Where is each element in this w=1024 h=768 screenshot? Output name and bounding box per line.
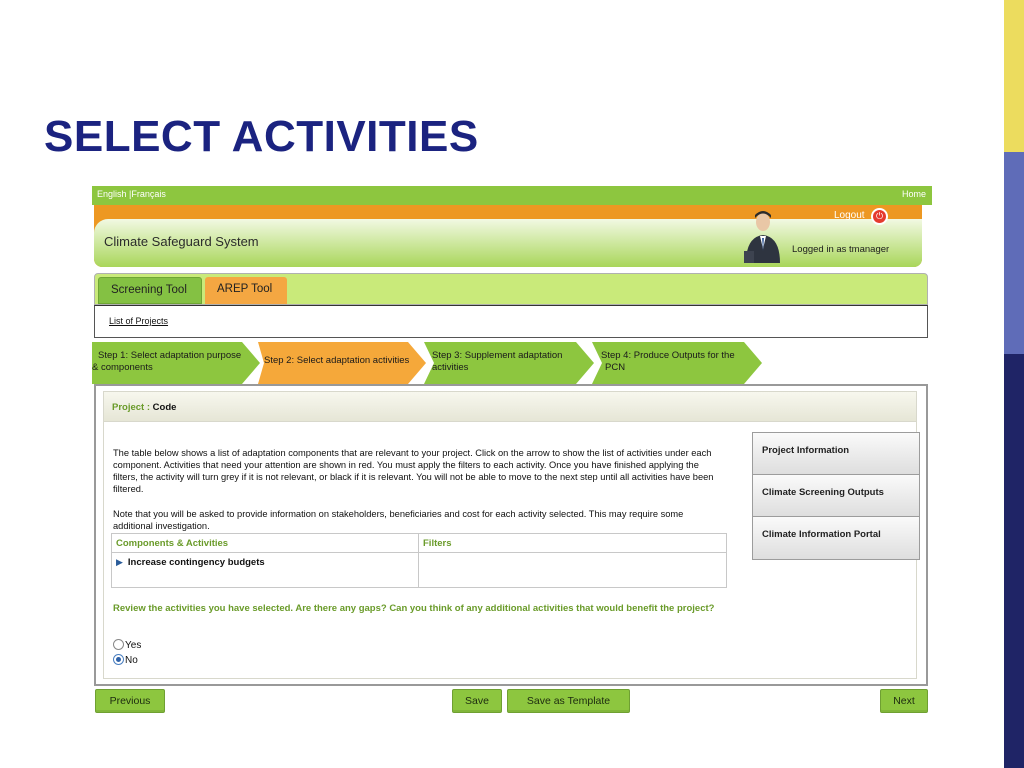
side-item-project-information[interactable]: Project Information xyxy=(753,433,919,475)
lang-french-link[interactable]: Français xyxy=(131,189,166,199)
save-button[interactable]: Save xyxy=(452,689,502,713)
table-row xyxy=(112,553,727,588)
activities-panel xyxy=(103,422,917,679)
top-bar xyxy=(92,186,932,205)
tab-arep-tool[interactable]: AREP Tool xyxy=(205,277,287,304)
component-name: Increase contingency budgets xyxy=(127,557,265,568)
decorative-side-bar xyxy=(1004,0,1024,768)
radio-no-button[interactable] xyxy=(113,654,124,665)
step-4-label-2: PCN xyxy=(605,362,626,373)
project-label-text: Project : xyxy=(112,402,151,413)
language-switcher xyxy=(97,189,166,199)
side-menu xyxy=(752,432,920,560)
project-code: Code xyxy=(152,402,177,413)
tool-tabs xyxy=(94,273,928,305)
column-header-filters: Filters xyxy=(419,534,727,553)
step-3[interactable] xyxy=(424,342,594,384)
list-of-projects-link[interactable]: List of Projects xyxy=(109,316,169,326)
app-name: Climate Safeguard System xyxy=(104,234,259,249)
review-question: Review the activities you have selected. Are there any gaps? Can you think of any additional activities that would benefit the project? xyxy=(113,603,715,614)
step-2-label: Step 2: Select adaptation activities xyxy=(264,355,410,366)
radio-option-no[interactable] xyxy=(113,655,138,666)
project-label xyxy=(112,402,176,413)
step-4-label: Step 4: Produce Outputs for the xyxy=(601,350,735,361)
step-1-label-2: & components xyxy=(92,362,153,373)
app-screenshot xyxy=(92,186,932,716)
step-1[interactable] xyxy=(92,342,260,384)
step-4[interactable] xyxy=(592,342,762,384)
logout-link[interactable]: Logout xyxy=(834,210,865,221)
side-item-climate-information-portal[interactable]: Climate Information Portal xyxy=(753,517,919,559)
component-cell xyxy=(112,553,419,588)
deco-yellow-block xyxy=(1004,0,1024,152)
intro-paragraph: The table below shows a list of adaptation components that are relevant to your project. Click on the arrow to show the list of activities under each component. Activities that need your attention are shown in red. You must apply the filters to each activity. Once you have finished applying the filters, the activity will turn grey if it is not relevant, or black if it is relevant. You will not be able to move to the next step until all activities have been filtered. xyxy=(113,448,714,494)
logged-in-text: Logged in as tmanager xyxy=(792,244,890,255)
table-header-row xyxy=(112,534,727,553)
home-link[interactable]: Home xyxy=(901,189,926,199)
app-header xyxy=(94,205,922,267)
next-button[interactable]: Next xyxy=(880,689,928,713)
radio-yes-label: Yes xyxy=(125,640,142,652)
deco-blue-block xyxy=(1004,152,1024,354)
side-item-climate-screening-outputs[interactable]: Climate Screening Outputs xyxy=(753,475,919,517)
lang-english-link[interactable]: English xyxy=(97,189,127,199)
step-3-label-2: activities xyxy=(432,362,469,373)
radio-no-label: No xyxy=(125,655,138,667)
step-wizard xyxy=(92,342,932,384)
activities-table xyxy=(111,533,727,588)
radio-yes-button[interactable] xyxy=(113,639,124,650)
project-bar xyxy=(103,391,917,422)
filters-cell xyxy=(419,553,727,588)
tab-screening-tool[interactable]: Screening Tool xyxy=(98,277,202,304)
power-icon[interactable]: ⏻ xyxy=(871,208,888,225)
expand-arrow-icon[interactable]: ▶ xyxy=(116,557,123,567)
save-as-template-button[interactable]: Save as Template xyxy=(507,689,630,713)
radio-option-yes[interactable] xyxy=(113,640,141,651)
content-frame xyxy=(94,384,928,686)
slide-title: SELECT ACTIVITIES xyxy=(44,112,479,161)
step-3-label: Step 3: Supplement adaptation xyxy=(432,350,563,361)
lang-separator: | xyxy=(126,189,132,199)
deco-navy-block xyxy=(1004,354,1024,768)
step-1-label: Step 1: Select adaptation purpose xyxy=(98,350,242,361)
note-paragraph: Note that you will be asked to provide information on stakeholders, beneficiaries and cost for each activity selected. This may require some additional investigation. xyxy=(113,509,684,531)
column-header-components: Components & Activities xyxy=(112,534,419,553)
user-avatar-icon xyxy=(744,209,782,263)
step-2[interactable] xyxy=(258,342,426,384)
previous-button[interactable]: Previous xyxy=(95,689,165,713)
nav-panel xyxy=(94,305,928,338)
